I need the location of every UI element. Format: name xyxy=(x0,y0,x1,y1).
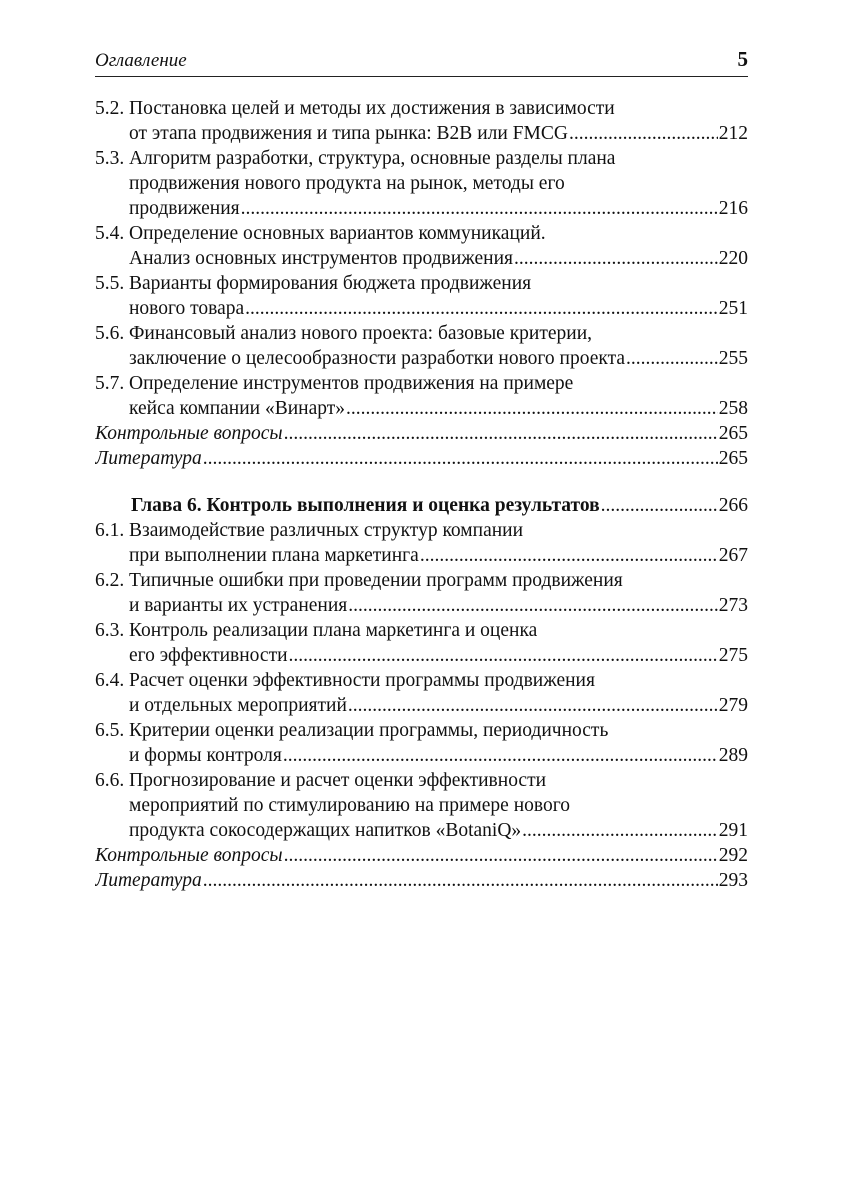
toc-section-number: 6.4. xyxy=(95,670,125,691)
toc-page-number: 220 xyxy=(718,248,748,269)
toc-chapter-title: Глава 6. Контроль выполнения и оценка результатов xyxy=(131,495,600,516)
toc-page-number: 291 xyxy=(718,820,748,841)
dot-leader xyxy=(626,346,718,371)
toc-entry xyxy=(95,221,748,271)
toc-page-number: 289 xyxy=(718,745,748,766)
toc-line-content xyxy=(129,718,748,743)
toc-entry-line xyxy=(95,493,748,518)
toc-entry-line xyxy=(95,643,748,668)
toc-entry xyxy=(95,421,748,446)
toc-entry xyxy=(95,768,748,843)
toc-dot-leader-row xyxy=(129,693,748,718)
toc-entry-line xyxy=(95,768,748,793)
toc-line-content xyxy=(129,121,748,146)
toc-entry-line xyxy=(95,446,748,471)
toc-line-content xyxy=(129,271,748,296)
toc-dot-leader-row xyxy=(129,121,748,146)
toc-dot-leader-row xyxy=(129,818,748,843)
toc-dot-leader-row xyxy=(129,196,748,221)
toc-entry-title: и варианты их устранения xyxy=(129,595,348,616)
toc-entry-line xyxy=(95,296,748,321)
toc-page-number: 265 xyxy=(718,423,748,444)
toc-section-number: 5.7. xyxy=(95,373,125,394)
toc-entry-line xyxy=(95,271,748,296)
dot-leader xyxy=(348,693,718,718)
toc-section-number: 5.6. xyxy=(95,323,125,344)
toc-entry-line xyxy=(95,346,748,371)
toc-entry-title: Взаимодействие различных структур компании xyxy=(129,520,524,541)
toc-entry-title: Алгоритм разработки, структура, основные разделы плана xyxy=(129,148,616,169)
toc-line-content xyxy=(95,446,748,471)
toc-entry-title: его эффективности xyxy=(129,645,288,666)
toc-dot-leader-row xyxy=(129,743,748,768)
running-header xyxy=(95,46,748,77)
toc-page-number: 255 xyxy=(718,348,748,369)
toc-dot-leader-row xyxy=(129,346,748,371)
toc-entry-title: продвижения xyxy=(129,198,240,219)
toc-line-content xyxy=(129,396,748,421)
toc-line-content xyxy=(129,171,748,196)
toc-entry xyxy=(95,618,748,668)
toc-entry-title: Прогнозирование и расчет оценки эффективности xyxy=(129,770,547,791)
dot-leader xyxy=(514,246,718,271)
toc-line-content xyxy=(129,371,748,396)
toc-line-content xyxy=(129,96,748,121)
toc-dot-leader-row xyxy=(95,843,748,868)
toc-entry-title: Анализ основных инструментов продвижения xyxy=(129,248,513,269)
toc-entry-title: и отдельных мероприятий xyxy=(129,695,347,716)
toc-dot-leader-row xyxy=(131,493,748,518)
toc-line-content xyxy=(129,593,748,618)
toc-line-content xyxy=(129,321,748,346)
toc-entry xyxy=(95,321,748,371)
toc-line-content xyxy=(95,868,748,893)
toc-page-number: 279 xyxy=(718,695,748,716)
toc-entry-title: Типичные ошибки при проведении программ продвижения xyxy=(129,570,623,591)
dot-leader xyxy=(284,421,718,446)
toc-entry-line xyxy=(95,593,748,618)
toc-entry-title: и формы контроля xyxy=(129,745,282,766)
toc-line-content xyxy=(129,768,748,793)
toc-line-content xyxy=(95,843,748,868)
toc-entry-line xyxy=(95,793,748,818)
dot-leader xyxy=(203,868,718,893)
toc-entry xyxy=(95,718,748,768)
toc-dot-leader-row xyxy=(129,246,748,271)
toc-entry-title: Финансовый анализ нового проекта: базовые критерии, xyxy=(129,323,593,344)
toc-line-content xyxy=(129,618,748,643)
toc-entry xyxy=(95,446,748,471)
toc-entry-title: продукта сокосодержащих напитков «BotaniQ» xyxy=(129,820,522,841)
toc-entry xyxy=(95,843,748,868)
toc-entry-line xyxy=(95,371,748,396)
toc-entry-title: продвижения нового продукта на рынок, методы его xyxy=(129,173,565,194)
toc-page-number: 258 xyxy=(718,398,748,419)
dot-leader xyxy=(203,446,718,471)
toc-entry-title: Критерии оценки реализации программы, периодичность xyxy=(129,720,609,741)
toc-entry-title: при выполнении плана маркетинга xyxy=(129,545,419,566)
toc-entry-title: Литература xyxy=(95,870,202,891)
toc-entry-title: Контрольные вопросы xyxy=(95,423,283,444)
toc-entry-line xyxy=(95,843,748,868)
header-page-number: 5 xyxy=(737,47,748,71)
toc-entry-title: от этапа продвижения и типа рынка: B2B или FMCG xyxy=(129,123,568,144)
toc-section-number: 6.3. xyxy=(95,620,125,641)
toc-entry-title: Постановка целей и методы их достижения в зависимости xyxy=(129,98,615,119)
toc-entry-title: Варианты формирования бюджета продвижения xyxy=(129,273,532,294)
toc-page-number: 293 xyxy=(718,870,748,891)
toc-section-number: 5.3. xyxy=(95,148,125,169)
toc-entry-line xyxy=(95,196,748,221)
toc-entry-title: Определение основных вариантов коммуникаций. xyxy=(129,223,546,244)
header-title: Оглавление xyxy=(95,50,187,71)
toc-entry xyxy=(95,271,748,321)
dot-leader xyxy=(346,396,718,421)
toc-page-number: 265 xyxy=(718,448,748,469)
toc-dot-leader-row xyxy=(129,296,748,321)
toc-page-number: 267 xyxy=(718,545,748,566)
toc-entry-line xyxy=(95,618,748,643)
toc-entry xyxy=(95,868,748,893)
toc-entry-line xyxy=(95,668,748,693)
toc-entry-title: нового товара xyxy=(129,298,245,319)
toc-entry-title: Расчет оценки эффективности программы продвижения xyxy=(129,670,595,691)
toc-entry-line xyxy=(95,246,748,271)
toc-section-number: 6.6. xyxy=(95,770,125,791)
dot-leader xyxy=(522,818,718,843)
toc-entry-line xyxy=(95,718,748,743)
toc-dot-leader-row xyxy=(129,396,748,421)
toc-entry-line xyxy=(95,818,748,843)
toc-entry-line xyxy=(95,693,748,718)
toc-entry-line xyxy=(95,743,748,768)
toc-entry-line xyxy=(95,543,748,568)
toc-section-number: 5.5. xyxy=(95,273,125,294)
toc-page-number: 212 xyxy=(718,123,748,144)
toc-entry-line xyxy=(95,221,748,246)
toc-page-number: 275 xyxy=(718,645,748,666)
toc-page-number: 216 xyxy=(718,198,748,219)
toc-section-number: 6.1. xyxy=(95,520,125,541)
toc-entry xyxy=(95,568,748,618)
toc-line-content xyxy=(129,643,748,668)
table-of-contents xyxy=(95,96,748,893)
toc-entry-title: Контроль реализации плана маркетинга и оценка xyxy=(129,620,538,641)
toc-page-number: 292 xyxy=(718,845,748,866)
toc-entry xyxy=(95,493,748,518)
toc-entry-title: мероприятий по стимулированию на примере нового xyxy=(129,795,570,816)
toc-section-number: 5.2. xyxy=(95,98,125,119)
toc-entry xyxy=(95,96,748,146)
dot-leader xyxy=(283,743,718,768)
toc-page-number: 273 xyxy=(718,595,748,616)
toc-entry-title: Контрольные вопросы xyxy=(95,845,283,866)
toc-line-content xyxy=(131,493,748,518)
toc-entry xyxy=(95,146,748,221)
toc-entry-line xyxy=(95,121,748,146)
dot-leader xyxy=(284,843,718,868)
toc-line-content xyxy=(129,693,748,718)
toc-entry-line xyxy=(95,96,748,121)
toc-line-content xyxy=(129,818,748,843)
toc-entry-line xyxy=(95,421,748,446)
toc-dot-leader-row xyxy=(95,868,748,893)
toc-line-content xyxy=(129,568,748,593)
toc-entry-line xyxy=(95,396,748,421)
dot-leader xyxy=(601,493,718,518)
dot-leader xyxy=(241,196,718,221)
toc-line-content xyxy=(129,743,748,768)
toc-entry-title: Определение инструментов продвижения на примере xyxy=(129,373,574,394)
toc-line-content xyxy=(129,196,748,221)
dot-leader xyxy=(289,643,718,668)
toc-entry-title: Литература xyxy=(95,448,202,469)
toc-line-content xyxy=(129,221,748,246)
toc-dot-leader-row xyxy=(95,446,748,471)
toc-entry-title: кейса компании «Винарт» xyxy=(129,398,346,419)
toc-entry-line xyxy=(95,518,748,543)
toc-entry xyxy=(95,371,748,421)
dot-leader xyxy=(420,543,718,568)
toc-section-number: 6.5. xyxy=(95,720,125,741)
toc-dot-leader-row xyxy=(95,421,748,446)
toc-line-content xyxy=(129,793,748,818)
toc-section-number: 6.2. xyxy=(95,570,125,591)
dot-leader xyxy=(348,593,717,618)
toc-entry-line xyxy=(95,868,748,893)
toc-entry-title: заключение о целесообразности разработки нового проекта xyxy=(129,348,626,369)
toc-entry-line xyxy=(95,146,748,171)
toc-dot-leader-row xyxy=(129,593,748,618)
toc-entry-line xyxy=(95,321,748,346)
toc-dot-leader-row xyxy=(129,543,748,568)
toc-entry-line xyxy=(95,171,748,196)
dot-leader xyxy=(569,121,718,146)
toc-line-content xyxy=(129,296,748,321)
toc-line-content xyxy=(129,346,748,371)
toc-page-number: 251 xyxy=(718,298,748,319)
toc-entry-line xyxy=(95,568,748,593)
toc-dot-leader-row xyxy=(129,643,748,668)
toc-section-number: 5.4. xyxy=(95,223,125,244)
toc-line-content xyxy=(129,246,748,271)
toc-line-content xyxy=(129,518,748,543)
toc-page-number: 266 xyxy=(718,495,748,516)
toc-line-content xyxy=(95,421,748,446)
toc-entry xyxy=(95,518,748,568)
toc-entry xyxy=(95,668,748,718)
toc-line-content xyxy=(129,146,748,171)
toc-line-content xyxy=(129,543,748,568)
dot-leader xyxy=(245,296,718,321)
toc-line-content xyxy=(129,668,748,693)
